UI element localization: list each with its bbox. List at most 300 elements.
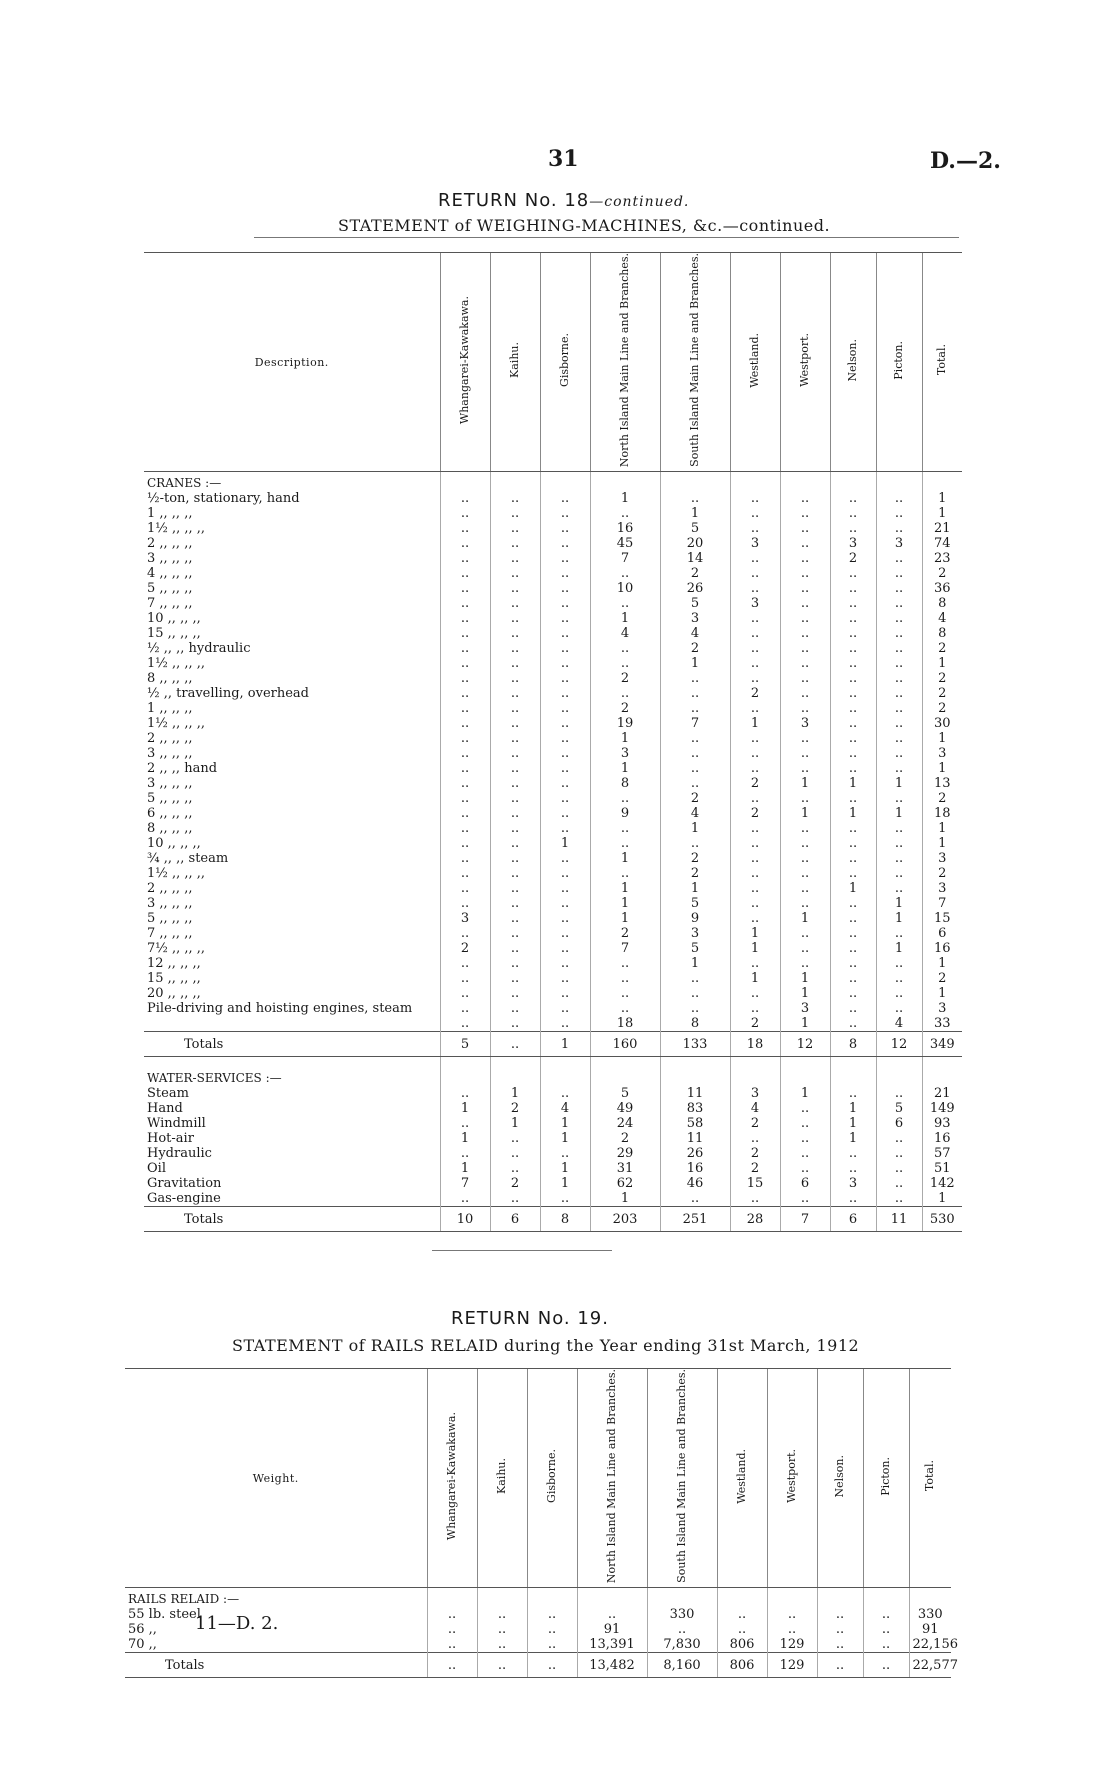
column-header <box>780 253 830 472</box>
row-description: Windmill <box>147 1116 206 1132</box>
cell-value: 203 <box>590 1207 660 1232</box>
cell-value: .. <box>490 641 540 656</box>
crane-row <box>144 611 962 626</box>
water-service-row <box>144 1176 962 1191</box>
water-service-row <box>144 1131 962 1146</box>
cell-value: .. <box>540 806 590 821</box>
column-header <box>863 1369 909 1588</box>
cell-value: 1 <box>922 956 962 971</box>
empty-cell <box>909 1588 951 1608</box>
cell-value: .. <box>660 836 730 851</box>
footer-signature: 11—D. 2. <box>195 1613 279 1634</box>
cell-value: .. <box>660 986 730 1001</box>
row-description: 6 ,, ,, ,, <box>147 806 193 822</box>
cell-value: 3 <box>922 746 962 761</box>
crane-row <box>144 716 962 731</box>
empty-cell <box>440 472 490 492</box>
cell-value: .. <box>647 1622 717 1637</box>
cell-value: .. <box>830 731 876 746</box>
crane-row <box>144 701 962 716</box>
cell-value: 7 <box>780 1207 830 1232</box>
cell-value: 5 <box>660 896 730 911</box>
header-rule <box>254 237 959 238</box>
cell-value: .. <box>780 581 830 596</box>
cell-value: .. <box>876 1191 922 1207</box>
cell-value: 22,156 <box>909 1637 951 1653</box>
weighing-machines-table <box>144 252 962 1232</box>
cell-value: .. <box>660 1001 730 1016</box>
cell-value: .. <box>780 551 830 566</box>
cell-value: .. <box>540 776 590 791</box>
cell-value: .. <box>440 506 490 521</box>
cell-value: 11 <box>660 1131 730 1146</box>
row-description: Gravitation <box>147 1176 222 1192</box>
cell-value: .. <box>427 1607 477 1622</box>
column-header <box>922 253 962 472</box>
cell-value: .. <box>590 596 660 611</box>
cell-value: 5 <box>590 1086 660 1101</box>
cell-value: .. <box>830 1016 876 1032</box>
empty-cell <box>144 1057 440 1068</box>
cell-value: .. <box>780 851 830 866</box>
cell-value: .. <box>717 1607 767 1622</box>
cell-value: .. <box>490 1001 540 1016</box>
cell-value: .. <box>730 506 780 521</box>
cell-value: .. <box>440 986 490 1001</box>
cell-value: .. <box>830 926 876 941</box>
cell-value: .. <box>590 656 660 671</box>
cell-value: .. <box>830 671 876 686</box>
cell-value: 7,830 <box>647 1637 717 1653</box>
empty-cell <box>590 1057 660 1068</box>
cell-value: 3 <box>922 1001 962 1016</box>
cell-value: .. <box>730 761 780 776</box>
cell-value: .. <box>540 926 590 941</box>
cell-value: .. <box>440 491 490 506</box>
cell-value: .. <box>830 866 876 881</box>
empty-cell <box>490 472 540 492</box>
cell-value: .. <box>540 596 590 611</box>
column-header <box>717 1369 767 1588</box>
cell-value: .. <box>780 521 830 536</box>
section-heading: RAILS RELAID :— <box>128 1592 240 1607</box>
cell-value: .. <box>730 701 780 716</box>
cell-value: .. <box>490 791 540 806</box>
cell-value: .. <box>440 716 490 731</box>
column-header <box>767 1369 817 1588</box>
cell-value: 1 <box>922 506 962 521</box>
cell-value: 13 <box>922 776 962 791</box>
cell-value: .. <box>830 956 876 971</box>
column-header-label: Gisborne. <box>558 333 571 388</box>
cell-value: 2 <box>730 1161 780 1176</box>
cell-value: .. <box>876 566 922 581</box>
cell-value: 1 <box>830 1131 876 1146</box>
cell-value: .. <box>830 611 876 626</box>
empty-cell <box>876 1067 922 1086</box>
cell-value: .. <box>490 596 540 611</box>
cell-value: .. <box>427 1622 477 1637</box>
cell-value: 1 <box>660 506 730 521</box>
cell-value: .. <box>730 1131 780 1146</box>
cell-value: .. <box>540 716 590 731</box>
column-header <box>660 253 730 472</box>
cell-value: .. <box>440 971 490 986</box>
cell-value: .. <box>540 866 590 881</box>
cell-value: .. <box>540 1086 590 1101</box>
cell-value: 9 <box>660 911 730 926</box>
column-header <box>477 1369 527 1588</box>
row-description: 10 ,, ,, ,, <box>147 611 201 627</box>
cell-value: 1 <box>830 1116 876 1131</box>
cell-value: .. <box>830 1001 876 1016</box>
cell-value: .. <box>440 641 490 656</box>
section-divider <box>432 1250 612 1251</box>
cell-value: 3 <box>730 536 780 551</box>
cell-value: .. <box>876 686 922 701</box>
cell-value: .. <box>490 686 540 701</box>
crane-row <box>144 956 962 971</box>
row-description: 1½ ,, ,, ,, <box>147 521 206 537</box>
crane-row <box>144 626 962 641</box>
cell-value: 18 <box>590 1016 660 1032</box>
cell-value: .. <box>590 956 660 971</box>
cell-value: .. <box>440 776 490 791</box>
column-header-label: Westport. <box>785 1449 798 1503</box>
cell-value: 1 <box>590 611 660 626</box>
column-header-label: Picton. <box>879 1456 892 1496</box>
cell-value: .. <box>730 956 780 971</box>
column-header <box>647 1369 717 1588</box>
cell-value: .. <box>876 581 922 596</box>
cell-value: .. <box>590 866 660 881</box>
cell-value: .. <box>876 641 922 656</box>
cell-value: 18 <box>922 806 962 821</box>
cell-value: .. <box>590 506 660 521</box>
row-description: 2 ,, ,, ,, <box>147 881 193 897</box>
cell-value: 5 <box>660 596 730 611</box>
row-description: 70 ,, <box>128 1637 157 1653</box>
column-header <box>590 253 660 472</box>
cell-value: .. <box>527 1653 577 1678</box>
cell-value: .. <box>440 731 490 746</box>
cranes-heading <box>144 472 962 492</box>
cell-value: .. <box>730 986 780 1001</box>
cell-value: 29 <box>590 1146 660 1161</box>
cell-value: 2 <box>830 551 876 566</box>
cell-value: 8 <box>540 1207 590 1232</box>
cell-value: .. <box>490 656 540 671</box>
cell-value: .. <box>590 821 660 836</box>
cell-value: 1 <box>590 851 660 866</box>
cell-value: .. <box>830 1161 876 1176</box>
cell-value: .. <box>863 1637 909 1653</box>
cell-value: 6 <box>490 1207 540 1232</box>
cell-value: .. <box>540 956 590 971</box>
cell-value: 11 <box>876 1207 922 1232</box>
row-description <box>144 1016 440 1032</box>
cell-value: .. <box>730 641 780 656</box>
row-description: 8 ,, ,, ,, <box>147 821 193 837</box>
cell-value: .. <box>730 866 780 881</box>
cell-value: .. <box>730 491 780 506</box>
empty-cell <box>590 472 660 492</box>
row-description: 3 ,, ,, ,, <box>147 776 193 792</box>
cell-value: 13,482 <box>577 1653 647 1678</box>
cell-value: .. <box>540 986 590 1001</box>
cell-value: .. <box>590 566 660 581</box>
crane-row <box>144 581 962 596</box>
water-service-row <box>144 1146 962 1161</box>
cell-value: .. <box>780 686 830 701</box>
column-header <box>427 1369 477 1588</box>
cell-value: .. <box>780 506 830 521</box>
row-description: ¾ ,, ,, steam <box>147 851 229 867</box>
cell-value: .. <box>490 581 540 596</box>
column-header-label: Westland. <box>735 1448 748 1504</box>
cell-value: 1 <box>780 986 830 1001</box>
cell-value: .. <box>876 761 922 776</box>
cell-value: .. <box>477 1653 527 1678</box>
cell-value: .. <box>590 971 660 986</box>
row-description: 1½ ,, ,, ,, <box>147 716 206 732</box>
cell-value: .. <box>540 551 590 566</box>
column-header-label: North Island Main Line and Branches. <box>605 1369 618 1584</box>
empty-cell <box>490 1057 540 1068</box>
empty-cell <box>830 1067 876 1086</box>
cell-value: .. <box>660 776 730 791</box>
cell-value: 1 <box>660 656 730 671</box>
cell-value: .. <box>490 1161 540 1176</box>
cell-value: 4 <box>660 626 730 641</box>
row-description: 7½ ,, ,, ,, <box>147 941 206 957</box>
cell-value: .. <box>440 1086 490 1101</box>
cell-value: 22,577 <box>909 1653 951 1678</box>
cell-value: 2 <box>590 701 660 716</box>
cell-value: .. <box>830 641 876 656</box>
cell-value: .. <box>830 896 876 911</box>
cell-value: .. <box>490 521 540 536</box>
cell-value: 4 <box>660 806 730 821</box>
crane-row <box>144 881 962 896</box>
empty-cell <box>730 1067 780 1086</box>
cell-value: .. <box>490 941 540 956</box>
cell-value: .. <box>440 1116 490 1131</box>
cell-value: .. <box>876 986 922 1001</box>
cell-value: .. <box>440 896 490 911</box>
cell-value: 93 <box>922 1116 962 1131</box>
cell-value: 1 <box>590 761 660 776</box>
cell-value: .. <box>817 1622 863 1637</box>
cell-value: .. <box>540 1146 590 1161</box>
cell-value: .. <box>780 1101 830 1116</box>
crane-row <box>144 821 962 836</box>
column-header-label: Gisborne. <box>545 1449 558 1504</box>
cell-value: 1 <box>922 731 962 746</box>
cell-value: .. <box>780 1146 830 1161</box>
cell-value: .. <box>490 926 540 941</box>
cell-value: 58 <box>660 1116 730 1131</box>
cell-value: .. <box>540 746 590 761</box>
cell-value: .. <box>876 1176 922 1191</box>
row-description: 1 ,, ,, ,, <box>147 506 193 522</box>
cell-value: .. <box>440 806 490 821</box>
return-19-subtitle: STATEMENT of RAILS RELAID during the Year ending 31st March, 1912 <box>232 1336 860 1355</box>
row-description: 5 ,, ,, ,, <box>147 911 193 927</box>
cell-value: 1 <box>830 1101 876 1116</box>
cell-value: 8 <box>922 596 962 611</box>
cell-value: .. <box>440 836 490 851</box>
cell-value: .. <box>490 1131 540 1146</box>
empty-cell <box>647 1588 717 1608</box>
cell-value: 3 <box>830 1176 876 1191</box>
cell-value: .. <box>540 701 590 716</box>
rails-relaid-heading <box>125 1588 951 1608</box>
cell-value: .. <box>490 491 540 506</box>
spacer-row <box>144 1057 962 1068</box>
cell-value: 133 <box>660 1032 730 1057</box>
cell-value: .. <box>440 551 490 566</box>
cell-value: .. <box>876 521 922 536</box>
cell-value: .. <box>830 626 876 641</box>
row-description: 12 ,, ,, ,, <box>147 956 201 972</box>
water-service-row <box>144 1191 962 1207</box>
crane-row <box>144 761 962 776</box>
cell-value: .. <box>817 1653 863 1678</box>
cell-value: .. <box>527 1637 577 1653</box>
cell-value: 13,391 <box>577 1637 647 1653</box>
cell-value: .. <box>780 866 830 881</box>
cell-value: .. <box>440 791 490 806</box>
empty-cell <box>717 1588 767 1608</box>
cell-value: 24 <box>590 1116 660 1131</box>
cell-value: .. <box>730 521 780 536</box>
cell-value: .. <box>830 656 876 671</box>
cell-value: .. <box>490 896 540 911</box>
cell-value: 2 <box>922 566 962 581</box>
cell-value: .. <box>767 1622 817 1637</box>
cell-value: 12 <box>780 1032 830 1057</box>
cell-value: 16 <box>922 1131 962 1146</box>
water-services-heading <box>144 1067 962 1086</box>
cell-value: .. <box>477 1637 527 1653</box>
cell-value: .. <box>730 566 780 581</box>
column-header-description: Weight. <box>125 1369 427 1588</box>
empty-cell <box>876 1057 922 1068</box>
cell-value: 21 <box>922 1086 962 1101</box>
column-header <box>909 1369 951 1588</box>
cell-value: .. <box>660 761 730 776</box>
cell-value: 1 <box>830 881 876 896</box>
cell-value: .. <box>730 551 780 566</box>
cell-value: .. <box>540 971 590 986</box>
cell-value: 16 <box>922 941 962 956</box>
cell-value: .. <box>780 731 830 746</box>
row-description: 10 ,, ,, ,, <box>147 836 201 852</box>
rail-row <box>125 1637 951 1653</box>
cell-value: 6 <box>830 1207 876 1232</box>
cell-value: 26 <box>660 581 730 596</box>
crane-row <box>144 986 962 1001</box>
cell-value: .. <box>590 791 660 806</box>
crane-row <box>144 836 962 851</box>
cell-value: .. <box>490 836 540 851</box>
empty-cell <box>540 1067 590 1086</box>
cell-value: 1 <box>440 1101 490 1116</box>
cell-value: 19 <box>590 716 660 731</box>
empty-cell <box>730 472 780 492</box>
rails-totals-row <box>125 1653 951 1678</box>
cell-value: 12 <box>876 1032 922 1057</box>
cell-value: .. <box>876 611 922 626</box>
cell-value: 8 <box>660 1016 730 1032</box>
cell-value: .. <box>440 626 490 641</box>
cell-value: .. <box>876 836 922 851</box>
cell-value: 1 <box>780 971 830 986</box>
row-description: ½-ton, stationary, hand <box>147 491 300 507</box>
cell-value: 5 <box>660 941 730 956</box>
cell-value: .. <box>540 581 590 596</box>
row-description: Totals <box>144 1032 440 1057</box>
cell-value: .. <box>490 881 540 896</box>
crane-row <box>144 671 962 686</box>
cell-value: .. <box>540 656 590 671</box>
cell-value: 1 <box>780 806 830 821</box>
crane-row <box>144 971 962 986</box>
cell-value: .. <box>490 776 540 791</box>
cell-value: .. <box>490 1032 540 1057</box>
cell-value: 3 <box>780 1001 830 1016</box>
cell-value: .. <box>876 506 922 521</box>
row-description: 7 ,, ,, ,, <box>147 926 193 942</box>
cell-value: .. <box>830 581 876 596</box>
cell-value: .. <box>780 1161 830 1176</box>
cell-value: .. <box>730 791 780 806</box>
water-service-row <box>144 1161 962 1176</box>
cell-value: 2 <box>660 791 730 806</box>
column-header-label: Westport. <box>798 333 811 387</box>
cell-value: 3 <box>440 911 490 926</box>
cell-value: .. <box>876 821 922 836</box>
cell-value: 4 <box>922 611 962 626</box>
cell-value: 49 <box>590 1101 660 1116</box>
cell-value: 1 <box>660 881 730 896</box>
cell-value: 3 <box>660 926 730 941</box>
return-18-title <box>438 190 689 211</box>
cell-value: .. <box>490 611 540 626</box>
row-description: 1½ ,, ,, ,, <box>147 866 206 882</box>
row-description: 20 ,, ,, ,, <box>147 986 201 1002</box>
row-description: ½ ,, travelling, overhead <box>147 686 310 702</box>
cell-value: 1 <box>730 716 780 731</box>
cell-value: 45 <box>590 536 660 551</box>
water-service-row <box>144 1101 962 1116</box>
row-description: Gas-engine <box>147 1191 221 1207</box>
cell-value: 1 <box>590 881 660 896</box>
cell-value: 2 <box>922 641 962 656</box>
cell-value: .. <box>817 1607 863 1622</box>
cell-value: .. <box>863 1653 909 1678</box>
cell-value: 330 <box>909 1607 951 1622</box>
cell-value: .. <box>577 1607 647 1622</box>
cell-value: .. <box>477 1607 527 1622</box>
column-header-label: Whangarei-Kawakawa. <box>445 1412 458 1541</box>
cell-value: .. <box>440 671 490 686</box>
cell-value: .. <box>730 1191 780 1207</box>
crane-row <box>144 866 962 881</box>
cell-value: 6 <box>780 1176 830 1191</box>
cell-value: .. <box>780 566 830 581</box>
